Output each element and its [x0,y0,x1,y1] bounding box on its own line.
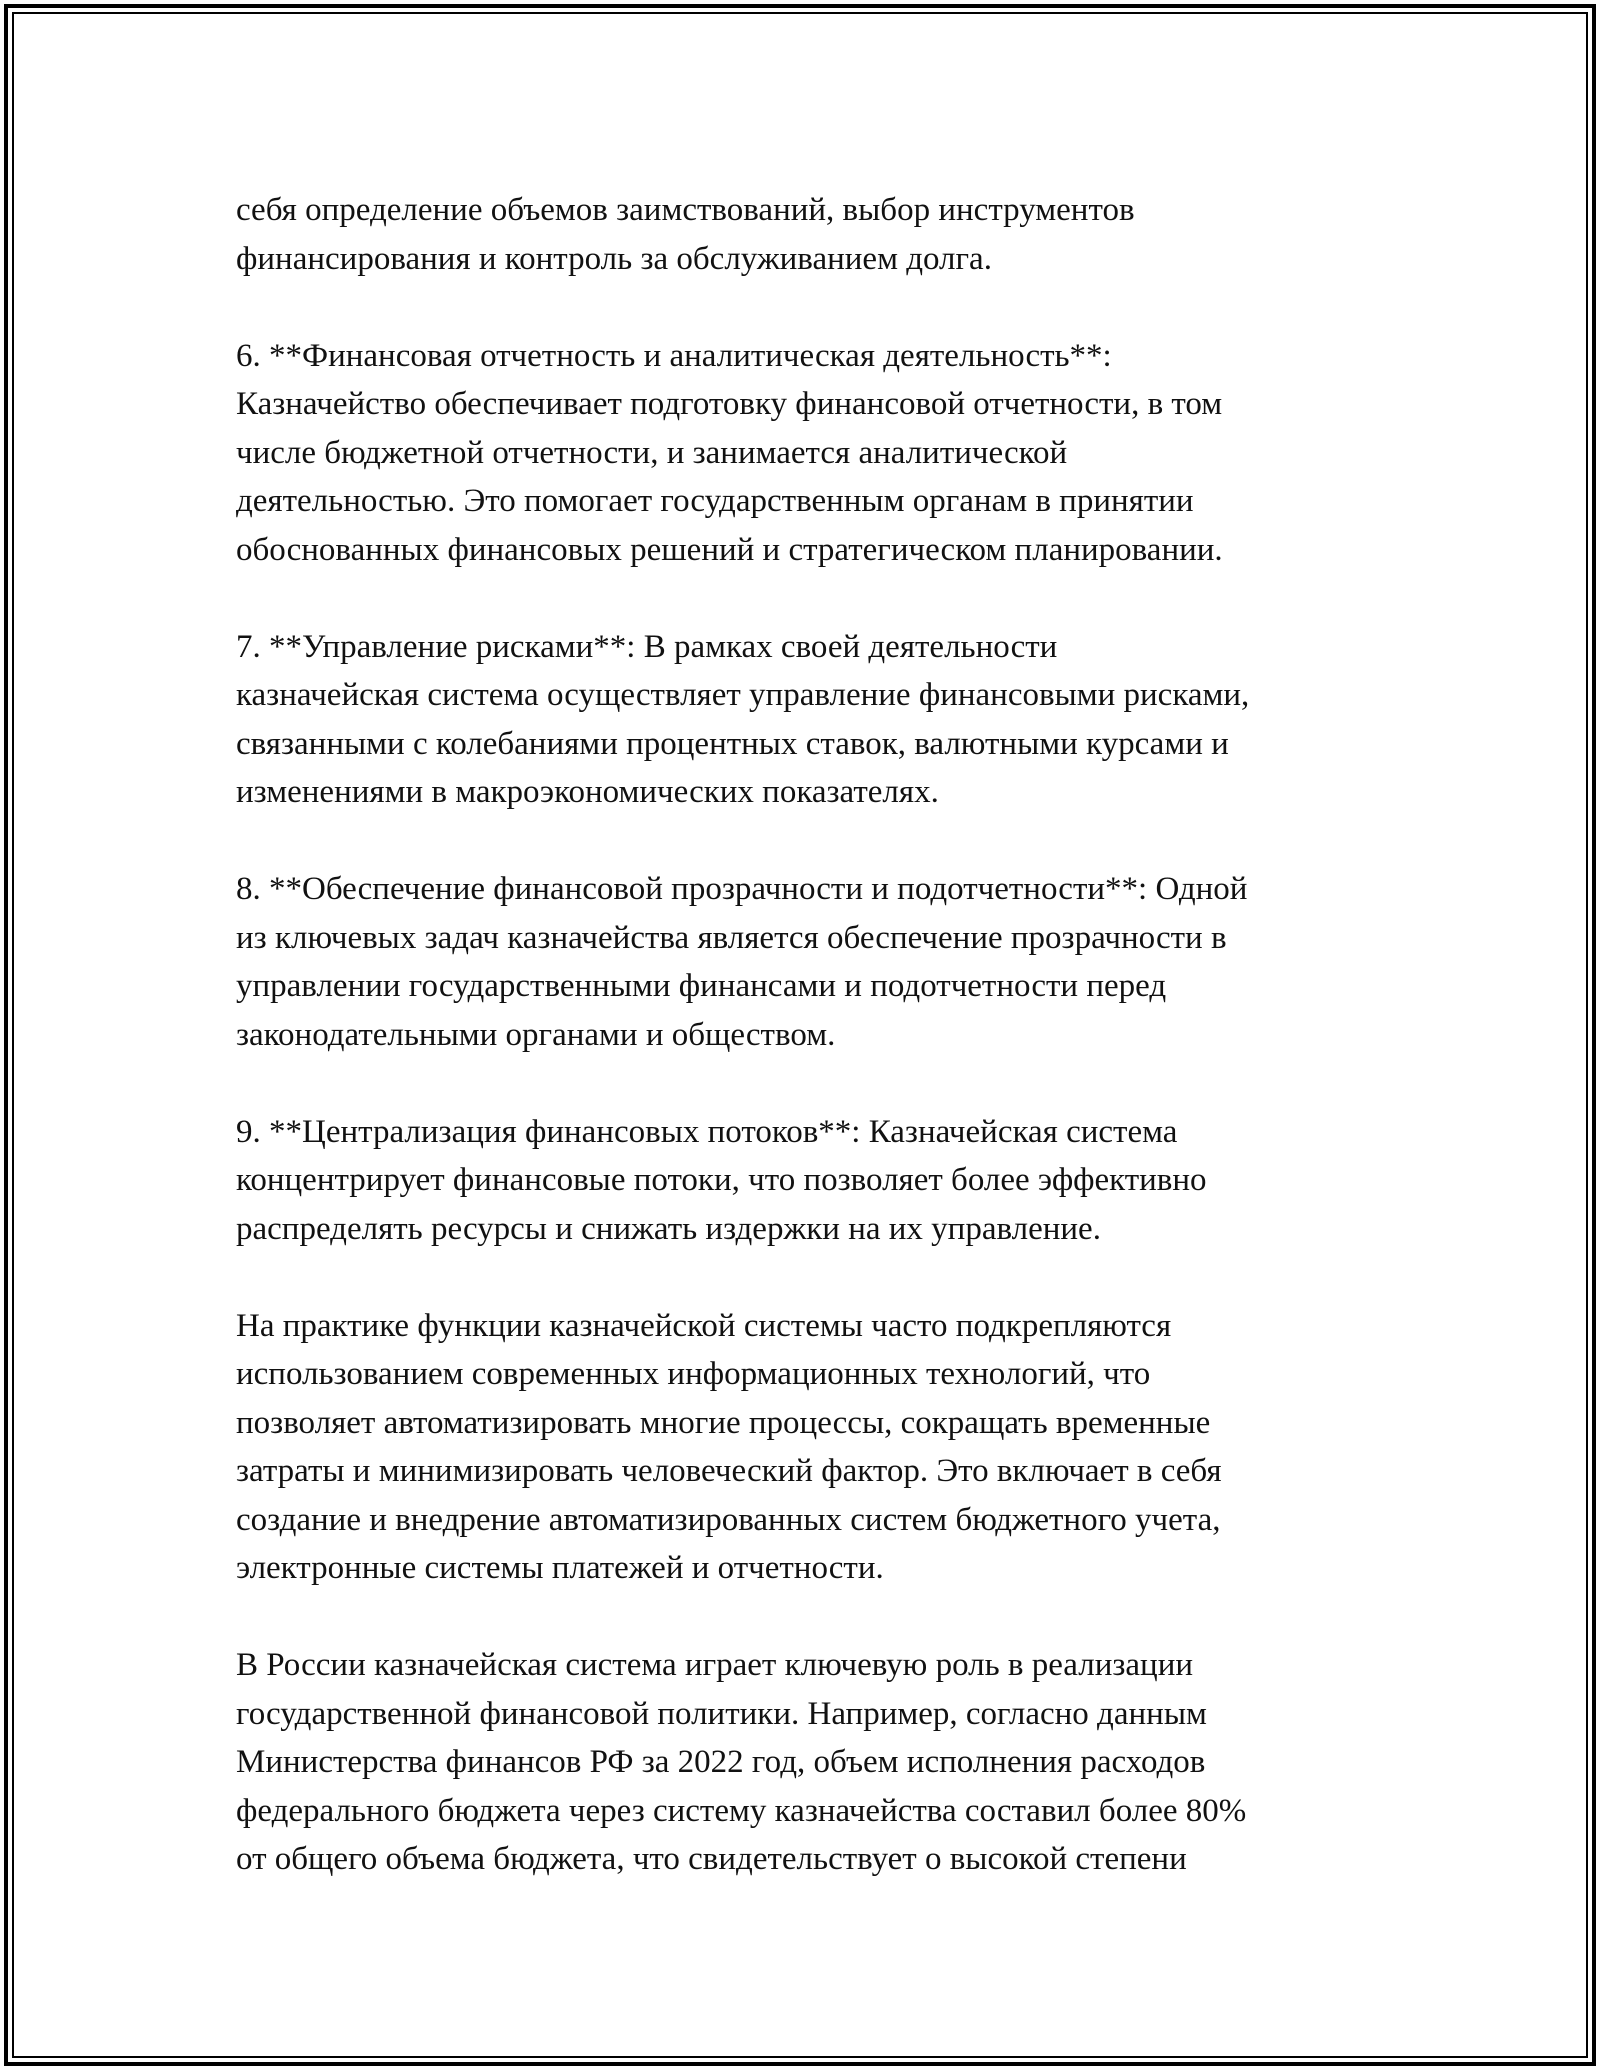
text-line: Министерства финансов РФ за 2022 год, объем исполнения расходов [236,1744,1206,1780]
paragraph-debt-continuation [236,186,1386,283]
text-line: себя определение объемов заимствований, выбор инструментов [236,192,1135,228]
text-line: деятельностью. Это помогает государственным органам в принятии [236,483,1194,519]
text-line: На практике функции казначейской системы часто подкрепляются [236,1307,1172,1344]
text-line: затраты и минимизировать человеческий фактор. Это включает в себя [236,1453,1222,1489]
text-line: В России казначейская система играет ключевую роль в реализации [236,1647,1194,1683]
paragraph-item-8 [236,865,1386,1059]
paragraph-item-7 [236,623,1386,817]
text-line: 8. **Обеспечение финансовой прозрачности и подотчетности**: Одной [236,871,1248,907]
text-line: федерального бюджета через систему казначейства составил более 80% [236,1792,1247,1829]
text-line: распределять ресурсы и снижать издержки на их управление. [236,1210,1101,1247]
text-line: изменениями в макроэкономических показателях. [236,774,939,810]
text-line: связанными с колебаниями процентных ставок, валютными курсами и [236,725,1229,762]
text-line: финансирования и контроль за обслуживанием долга. [236,240,992,277]
text-line: государственной финансовой политики. Например, согласно данным [236,1695,1207,1732]
paragraph-it-technologies [236,1302,1386,1593]
text-line: законодательными органами и обществом. [236,1016,836,1053]
paragraph-russia [236,1641,1386,1884]
text-line: создание и внедрение автоматизированных систем бюджетного учета, [236,1501,1221,1538]
text-line: числе бюджетной отчетности, и занимается аналитической [236,434,1068,471]
text-line: использованием современных информационных технологий, что [236,1356,1151,1392]
text-line: позволяет автоматизировать многие процессы, сокращать временные [236,1404,1211,1441]
text-line: электронные системы платежей и отчетности. [236,1550,884,1586]
text-line: 6. **Финансовая отчетность и аналитическая деятельность**: [236,337,1112,374]
paragraph-item-9 [236,1108,1386,1254]
document-body [236,186,1386,1884]
text-line: 9. **Централизация финансовых потоков**: Казначейская система [236,1113,1178,1150]
text-line: концентрирует финансовые потоки, что позволяет более эффективно [236,1162,1207,1198]
paragraph-item-6 [236,332,1386,575]
text-line: из ключевых задач казначейства является обеспечение прозрачности в [236,919,1227,956]
text-line: 7. **Управление рисками**: В рамках своей деятельности [236,628,1058,665]
text-line: Казначейство обеспечивает подготовку финансовой отчетности, в том [236,386,1223,422]
text-line: казначейская система осуществляет управление финансовыми рисками, [236,677,1250,713]
text-line: от общего объема бюджета, что свидетельствует о высокой степени [236,1841,1187,1877]
text-line: обоснованных финансовых решений и стратегическом планировании. [236,531,1223,568]
text-line: управлении государственными финансами и подотчетности перед [236,968,1167,1004]
